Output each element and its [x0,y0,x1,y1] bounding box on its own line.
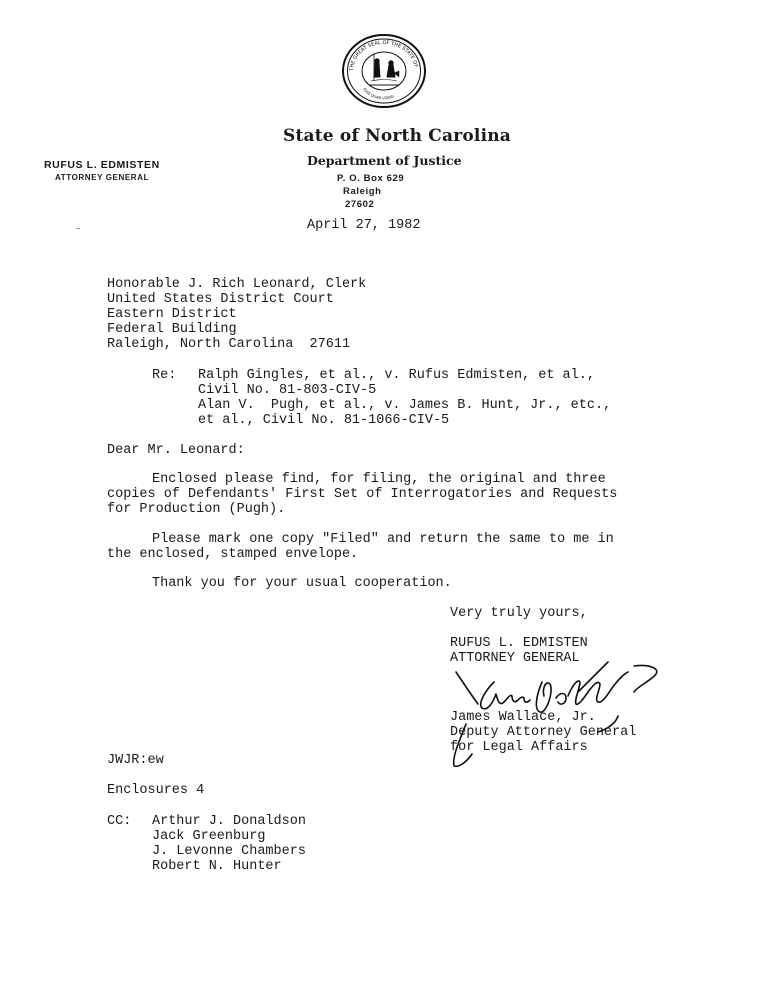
recipient-line: Honorable J. Rich Leonard, Clerk [107,277,367,292]
body-line: Enclosed please find, for filing, the original and three [152,472,606,487]
cc-label: CC: [107,814,132,829]
signer-name: James Wallace, Jr. [450,710,596,725]
body-line: the enclosed, stamped envelope. [107,547,359,562]
re-line: Alan V. Pugh, et al., v. James B. Hunt, Jr., etc., [198,398,612,413]
recipient-line: Federal Building [107,322,237,337]
recipient-line: Raleigh, North Carolina 27611 [107,337,351,352]
body-line: Please mark one copy "Filed" and return the same to me in [152,532,614,547]
svg-text:THE GREAT SEAL OF THE STATE OF: THE GREAT SEAL OF THE STATE OF [348,39,419,72]
body-line: for Production (Pugh). [107,502,286,517]
reference-initials: JWJR:ew [107,753,164,768]
re-line: Civil No. 81-803-CIV-5 [198,383,377,398]
valediction: Very truly yours, [450,606,588,621]
official-name: RUFUS L. EDMISTEN [44,159,160,171]
cc-name: Robert N. Hunter [152,859,282,874]
re-line: Ralph Gingles, et al., v. Rufus Edmisten, et al., [198,368,595,383]
letterhead-po-box: P. O. Box 629 [337,173,405,184]
cc-name: J. Levonne Chambers [152,844,306,859]
body-line: copies of Defendants' First Set of Interrogatories and Requests [107,487,618,502]
handwritten-signature [438,652,670,772]
svg-text:ESSE QUAM VIDERI: ESSE QUAM VIDERI [362,87,395,101]
salutation: Dear Mr. Leonard: [107,443,245,458]
letter-date: April 27, 1982 [307,218,421,233]
letterhead-state: State of North Carolina [283,126,511,146]
official-title: ATTORNEY GENERAL [55,173,150,182]
letterhead-department: Department of Justice [307,153,462,168]
signer-title: Deputy Attorney General [450,725,637,740]
scan-mark [76,228,80,229]
body-line: Thank you for your usual cooperation. [152,576,452,591]
closing-title: ATTORNEY GENERAL [450,651,580,666]
state-seal [341,33,427,109]
cc-name: Jack Greenburg [152,829,266,844]
re-label: Re: [152,368,177,383]
closing-name: RUFUS L. EDMISTEN [450,636,588,651]
recipient-line: United States District Court [107,292,334,307]
recipient-line: Eastern District [107,307,237,322]
enclosures: Enclosures 4 [107,783,205,798]
cc-name: Arthur J. Donaldson [152,814,306,829]
letterhead-city: Raleigh [343,186,382,197]
signer-title: for Legal Affairs [450,740,588,755]
re-line: et al., Civil No. 81-1066-CIV-5 [198,413,450,428]
letterhead-zip: 27602 [345,199,375,210]
